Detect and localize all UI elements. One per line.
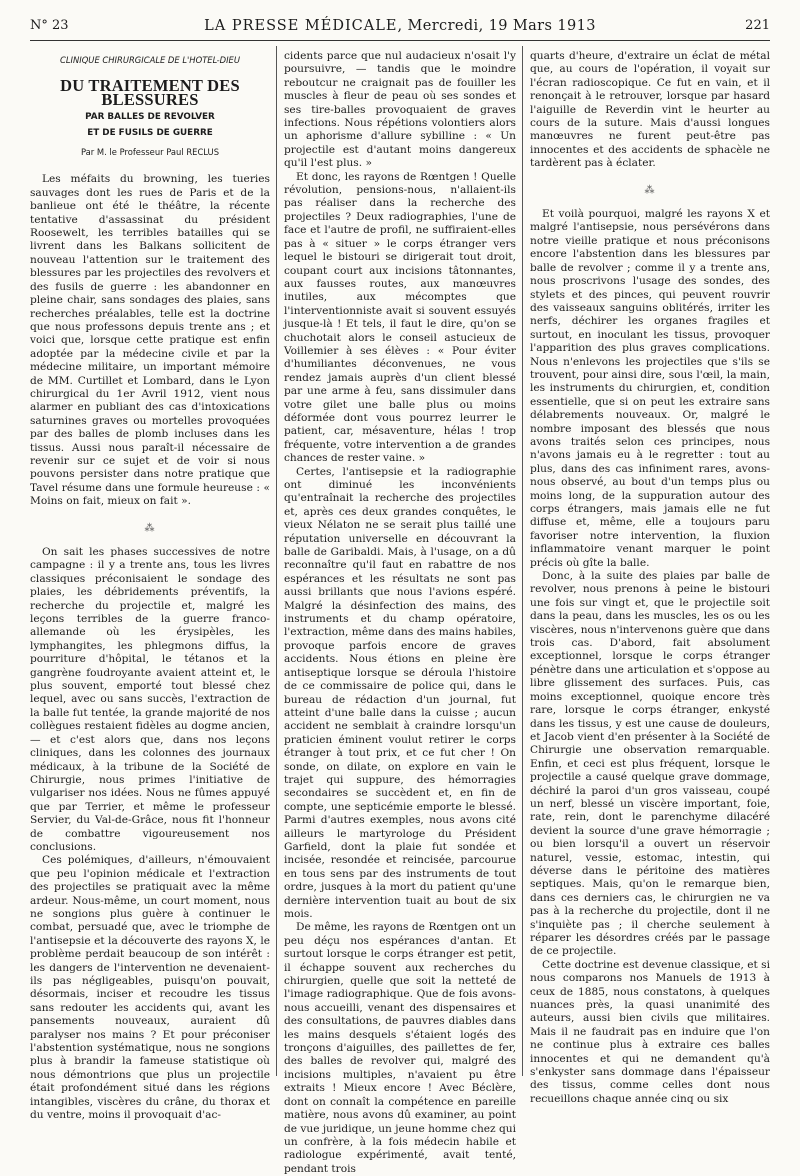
paragraph: Les méfaits du browning, les tueries sauvages dont les rues de Paris et de la banlieue ont été le théâtre, la récente tentative d'assassinat du président Roosewelt, les terribles batailles qui se livrent dans les Balkans sollicitent de nouveau l'attention sur le traitement des blessures par les projectiles des revolvers et des fusils de guerre : les abandonner en pleine chair, sans sondages des plaies, sans recherches préalables, telle est la doctrine que nous professons depuis trente ans ; et voici que, lorsque cette pratique est enfin adoptée par la médecine civile et par la médecine militaire, un important mémoire de MM. Curtillet et Lombard, dans le Lyon chirurgical du 1er Avril 1912, vient nous alarmer en publiant des cas d'intoxications saturnines graves ou mortelles provoquées par des balles de plomb incluses dans les tissus. Aussi nous paraît-il nécessaire de revenir sur ce sujet et de voir si nous pouvons persister dans notre pratique que Tavel résume dans une formule heureuse : « Moins on fait, mieux on fait ». (30, 173, 270, 508)
issue-number: N° 23 (30, 18, 69, 33)
section-separator: ⁂ (644, 184, 656, 196)
paragraph: Et donc, les rayons de Rœntgen ! Quelle révolution, pensions-nous, n'allaient-ils pas réaliser dans la recherche des projectiles ? Deux radiographies, l'une de face et l'autre de profil, ne suffiraient-elles pas à « situer » le corps étranger vers lequel le bistouri se dirigerait tout droit, coupant court aux incisions tâtonnantes, aux fausses routes, aux manœuvres inutiles, aux mécomptes que l'interventionniste avait si souvent essuyés jusque-là ! Et tels, il faut le dire, qu'on se chuchotait alors le conseil astucieux de Voillemier à ses élèves : « Pour éviter d'humiliantes déconvenues, ne vous rendez jamais auprès d'un client blessé par une arme à feu, sans dissimuler dans votre gilet une balle plus ou moins déformée dont vous pourrez leurrer le patient, car, mésaventure, hélas ! trop fréquente, votre intervention a de grandes chances de rester vaine. » (284, 170, 516, 465)
paragraph: On sait les phases successives de notre campagne : il y a trente ans, tous les livres classiques préconisaient le sondage des plaies, les débridements préventifs, la recherche du projectile et, malgré les leçons terribles de la guerre franco-allemande où les érysipèles, les lymphangites, les phlegmons diffus, la pourriture d'hôpital, le tétanos et la gangrène foudroyante avaient atteint et, le plus souvent, emporté tout blessé chez lequel, avec ou sans succès, l'extraction de la balle fut tentée, la grande majorité de nos collègues restaient fidèles au dogme ancien, — et c'est alors que, dans nos leçons cliniques, dans les colonnes des journaux médicaux, à la tribune de la Société de Chirurgie, nous primes l'initiative de vulgariser nos idées. Nous ne fûmes appuyé que par Terrier, et même le professeur Servier, du Val-de-Grâce, nous fit l'honneur de combattre vigoureusement nos conclusions. (30, 546, 270, 853)
paragraph: Et voilà pourquoi, malgré les rayons X et malgré l'antisepsie, nous persévérons dans notre vieille pratique et nous préconisons encore l'abstention dans les blessures par balle de revolver ; comme il y a trente ans, nous proscrivons l'usage des sondes, des stylets et des pinces, qui peuvent rouvrir des vaisseaux sanguins oblitérés, irriter les nerfs, déchirer les organes fragiles et surtout, en inoculant les tissus, provoquer l'apparition des plus graves complications. Nous n'enlevons les projectiles que s'ils se trouvent, pour ainsi dire, sous l'œil, la main, les instruments du chirurgien, et, condition essentielle, que si on peut les extraire sans délabrements nouveaux. Or, malgré le nombre imposant des blessés que nous avons traités selon ces principes, nous n'avons jamais eu à le regretter : tout au plus, dans des cas infiniment rares, avons-nous observé, au bout d'un temps plus ou moins long, de la suppuration autour des corps étrangers, mais jamais elle ne fut diffuse et, même, elle a toujours paru favoriser notre intervention, la fluxion inflammatoire venant marquer le point précis où gîte la balle. (530, 208, 770, 569)
journal-title: LA PRESSE MÉDICALE (204, 18, 398, 34)
paragraph: Cette doctrine est devenue classique, et si nous comparons nos Manuels de 1913 à ceux de 1885, nous constatons, à quelques nuances près, la quasi unanimité des auteurs, aussi bien civils que militaires. Mais il ne faudrait pas en induire que l'on ne continue plus à extraire ces balles innocentes et qui ne demandent qu'à s'enkyster sans dommage dans l'épaisseur des tissus, comme celles dont nous recueillons chaque année cinq ou six (530, 958, 770, 1105)
header-rule (30, 40, 770, 41)
page-number: 221 (745, 18, 770, 33)
paragraph: Certes, l'antisepsie et la radiographie ont diminué les inconvénients qu'entraînait la recherche des projectiles et, après ces deux grandes conquêtes, le vieux Nélaton ne se serait plus taillé une réputation universelle en découvrant la balle de Garibaldi. Mais, à l'usage, on a dû reconnaître qu'il faut en rabattre de nos espérances et les résultats ne sont pas aussi brillants que nous l'avions espéré. Malgré la désinfection des mains, des instruments et du champ opératoire, l'extraction, même dans des mains habiles, provoque parfois encore de graves accidents. Nous étions en pleine ère antiseptique lorsque se déroula l'histoire de ce commissaire de police qui, dans le bureau de rédaction d'un journal, fut atteint d'une balle dans la cuisse ; aucun accident ne semblait à craindre lorsqu'un praticien éminent voulut retirer le corps étranger à tout prix, et ce fut cher ! On sonde, on dilate, on explore en vain le trajet qui suppure, des hémorragies secondaires se succèdent et, en fin de compte, une septicémie emporte le blessé. Parmi d'autres exemples, nous avons cité ailleurs le martyrologe du Président Garfield, dont la plaie fut sondée et incisée, resondée et reincisée, parcourue en tous sens par des instruments de tout ordre, jusques à la mort du patient qu'une dernière intervention tuait au bout de six mois. (284, 465, 516, 920)
paragraph: Donc, à la suite des plaies par balle de revolver, nous prenons à peine le bistouri une fois sur vingt et, que le projectile soit dans la peau, dans les muscles, les os ou les viscères, nous n'intervenons guère que dans trois cas. D'abord, fait absolument exceptionnel, lorsque le corps étranger pénètre dans une articulation et s'oppose au libre glissement des surfaces. Puis, cas moins exceptionnel, quoique encore très rare, lorsque le corps étranger, enkysté dans les tissus, y est une cause de douleurs, et Jacob vient d'en présenter à la Société de Chirurgie une observation remarquable. Enfin, et ceci est plus fréquent, lorsque le projectile a causé quelque grave dommage, déchiré la paroi d'un gros vaisseau, coupé un nerf, blessé un viscère important, foie, rate, rein, dont le parenchyme dilacéré devient la source d'une grave hémorragie ; ou bien lorsqu'il a ouvert un réservoir naturel, vessie, estomac, intestin, qui déverse dans le péritoine des matières septiques. Mais, qu'on le remarque bien, dans ces derniers cas, le chirurgien ne va pas à la recherche du projectile, dont il ne s'inquiète pas ; il cherche seulement à réparer les désordres créés par le passage de ce projectile. (530, 570, 770, 958)
article-kicker: CLINIQUE CHIRURGICALE DE L'HOTEL-DIEU (60, 55, 240, 65)
column-3 (530, 50, 770, 1106)
issue-date: , Mercredi, 19 Mars 1913 (397, 18, 596, 34)
column-1 (30, 50, 270, 1122)
masthead (30, 18, 770, 40)
paragraph: quarts d'heure, d'extraire un éclat de métal que, au cours de l'opération, il voyait sur l'écran radioscopique. Ce fut en vain, et il renonçait à le retrouver, lorsque par hasard l'aiguille de Reverdin vint le heurter au cours de la suture. Mais d'aussi longues manœuvres ne furent peut-être pas innocentes et des accidents de sphacèle ne tardèrent pas à éclater. (530, 50, 770, 170)
article-title: DU TRAITEMENT DES BLESSURES (60, 76, 240, 109)
journal-header (30, 18, 770, 34)
article-subtitle: PAR BALLES DE REVOLVER (85, 112, 215, 123)
article-author: Par M. le Professeur Paul RECLUS (80, 147, 220, 158)
paragraph: cidents parce que nul audacieux n'osait l'y poursuivre, — tandis que le moindre reboutcur ne craignait pas de fouiller les muscles à fleur de peau où ses sondes et ses tire-balles provoquaient de graves infections. Nous répétions volontiers alors un aphorisme d'allure sybilline : « Un projectile est d'autant moins dangereux qu'il l'est plus. » (284, 50, 516, 170)
paragraph: Ces polémiques, d'ailleurs, n'émouvaient que peu l'opinion médicale et l'extraction des projectiles se pratiquait avec la même ardeur. Nous-même, un court moment, nous ne songions plus guère à continuer le combat, persuadé que, avec le triomphe de l'antisepsie et la découverte des rayons X, le problème perdait beaucoup de son intérêt : les dangers de l'intervention ne devenaient-ils pas négligeables, puisqu'on pouvait, désormais, inciser et recoudre les tissus sans redouter les accidents qui, avant les pansements nouveaux, auraient dû paralyser nos mains ? Et pour préconiser l'abstention systématique, nous ne songions plus à brandir la fameuse statistique où nous démontrions que plus un projectile était profondément situé dans les régions intangibles, viscères du crâne, du thorax et du ventre, moins il provoquait d'ac- (30, 854, 270, 1122)
article-subtitle: ET DE FUSILS DE GUERRE (87, 127, 213, 138)
column-divider (522, 46, 523, 1076)
column-2 (284, 50, 516, 1176)
section-separator: ⁂ (144, 522, 156, 534)
column-divider (276, 46, 277, 1076)
paragraph: De même, les rayons de Rœntgen ont un peu déçu nos espérances d'antan. Et surtout lorsque le corps étranger est petit, il échappe souvent aux recherches du chirurgien, quelle que soit la netteté de l'image radiographique. Que de fois avons-nous accueilli, venant des dispensaires et des consultations, de pauvres diables dans les mains desquels s'étaient logés des tronçons d'aiguilles, des paillettes de fer, des balles de revolver qui, malgré des incisions multiples, n'avaient pu être extraits ! Mieux encore ! Avec Béclère, dont on connaît la compétence en pareille matière, nous avons dû examiner, au point de vue juridique, un jeune homme chez qui un confrère, à la fois médecin habile et radiologue expérimenté, avait tenté, pendant trois (284, 921, 516, 1175)
